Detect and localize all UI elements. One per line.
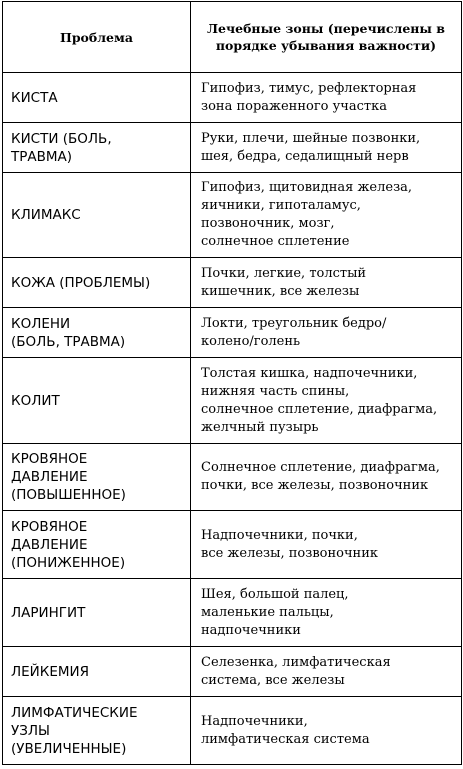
table-row	[3, 579, 462, 647]
problem-cell: ЛИМФАТИЧЕСКИЕ УЗЛЫ (УВЕЛИЧЕННЫЕ)	[3, 697, 191, 765]
zones-cell: Надпочечники, почки, все железы, позвоночник	[191, 511, 462, 579]
table-row	[3, 173, 462, 258]
table-row	[3, 308, 462, 358]
zones-cell: Шея, большой палец, маленькие пальцы, надпочечники	[191, 579, 462, 647]
problem-cell: КОЖА (ПРОБЛЕМЫ)	[3, 258, 191, 308]
table-row	[3, 73, 462, 123]
problem-cell: КИСТА	[3, 73, 191, 123]
zones-cell: Почки, легкие, толстый кишечник, все железы	[191, 258, 462, 308]
zones-cell: Селезенка, лимфатическая система, все железы	[191, 647, 462, 697]
zones-cell: Толстая кишка, надпочечники, нижняя часть спины, солнечное сплетение, диафрагма, желчный пузырь	[191, 358, 462, 444]
problem-cell: КИСТИ (БОЛЬ, ТРАВМА)	[3, 123, 191, 173]
zones-cell: Солнечное сплетение, диафрагма, почки, все железы, позвоночник	[191, 444, 462, 511]
table-row	[3, 647, 462, 697]
problem-cell: ЛАРИНГИТ	[3, 579, 191, 647]
zones-cell: Локти, треугольник бедро/ колено/голень	[191, 308, 462, 358]
problem-cell: КОЛЕНИ (БОЛЬ, ТРАВМА)	[3, 308, 191, 358]
treatment-zones-table	[2, 1, 462, 765]
table-row	[3, 697, 462, 765]
zones-cell: Надпочечники, лимфатическая система	[191, 697, 462, 765]
problem-cell: КРОВЯНОЕ ДАВЛЕНИЕ (ПОНИЖЕННОЕ)	[3, 511, 191, 579]
zones-cell: Гипофиз, тимус, рефлекторная зона пораженного участка	[191, 73, 462, 123]
table-row	[3, 444, 462, 511]
problem-cell: ЛЕЙКЕМИЯ	[3, 647, 191, 697]
zones-cell: Руки, плечи, шейные позвонки, шея, бедра, седалищный нерв	[191, 123, 462, 173]
zones-cell: Гипофиз, щитовидная железа, яичники, гипоталамус, позвоночник, мозг, солнечное сплетение	[191, 173, 462, 258]
table-row	[3, 258, 462, 308]
table-row	[3, 358, 462, 444]
table-row	[3, 123, 462, 173]
problem-cell: КРОВЯНОЕ ДАВЛЕНИЕ (ПОВЫШЕННОЕ)	[3, 444, 191, 511]
header-treatment-zones: Лечебные зоны (перечислены в порядке убывания важности)	[191, 2, 462, 73]
problem-cell: КОЛИТ	[3, 358, 191, 444]
table-row	[3, 511, 462, 579]
problem-cell: КЛИМАКС	[3, 173, 191, 258]
table-header-row	[3, 2, 462, 73]
header-problem: Проблема	[3, 2, 191, 73]
